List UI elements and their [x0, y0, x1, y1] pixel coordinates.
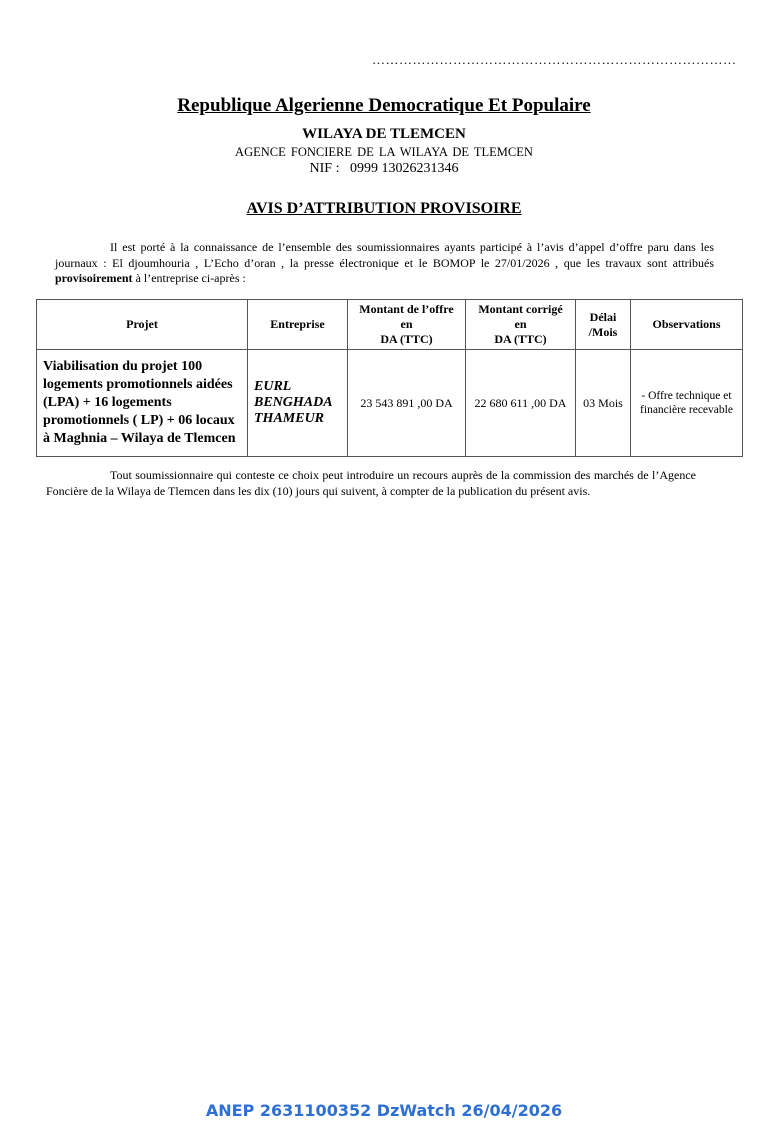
cell-observations: - Offre technique et financière recevable	[631, 350, 743, 457]
entreprise-line3: THAMEUR	[254, 411, 325, 426]
header-montant-corrige-line1: Montant corrigé	[478, 302, 563, 316]
entreprise-line2: BENGHADA	[254, 395, 333, 410]
header-delai	[576, 300, 631, 350]
header-montant-offre-line2: en	[400, 317, 413, 331]
intro-text-after: à l’entreprise ci-après :	[132, 271, 246, 285]
intro-bold-word: provisoirement	[55, 271, 133, 285]
cell-entreprise	[248, 350, 348, 457]
table-header-row	[37, 300, 743, 350]
header-montant-offre-line3: DA (TTC)	[380, 332, 433, 346]
signature-dots: ………………………………………………………………………	[372, 52, 737, 67]
recours-paragraph: Tout soumissionnaire qui conteste ce choix peut introduire un recours auprès de la commission des marchés de l’Agence Foncière de la Wilaya de Tlemcen dans les dix (10) jours qui suivent, à compter de la publication du présent avis.	[46, 468, 696, 498]
cell-delai: 03 Mois	[576, 350, 631, 457]
footer-reference: ANEP 2631100352 DzWatch 26/04/2026	[205, 1101, 563, 1120]
header-montant-corrige-line3: DA (TTC)	[494, 332, 547, 346]
header-observations: Observations	[631, 300, 743, 350]
header-delai-line1: Délai	[589, 309, 617, 324]
header-entreprise: Entreprise	[248, 300, 348, 350]
header-projet: Projet	[37, 300, 248, 350]
agence-title: AGENCE FONCIERE DE LA WILAYA DE TLEMCEN	[235, 145, 533, 159]
header-montant-corrige	[466, 300, 576, 350]
nif-line	[0, 161, 768, 177]
table-row	[37, 350, 743, 457]
nif-label: NIF :	[309, 161, 340, 176]
republic-title: Republique Algerienne Democratique Et Populaire	[177, 95, 591, 116]
cell-montant-corrige: 22 680 611 ,00 DA	[466, 350, 576, 457]
header-delai-line2: /Mois	[588, 324, 618, 339]
wilaya-title: WILAYA DE TLEMCEN	[302, 126, 466, 142]
intro-text-before: Il est porté à la connaissance de l’ensemble des soumissionnaires ayants participé à l’avis d’appel d’offre paru dans les journaux : El djoumhouria , L’Echo d’oran , la presse électronique et le BOMOP le 27/01/2026 , que les travaux sont attribués	[55, 240, 714, 270]
nif-value: 0999 13026231346	[349, 161, 459, 176]
cell-montant-offre: 23 543 891 ,00 DA	[348, 350, 466, 457]
header-montant-offre-line1: Montant de l’offre	[359, 302, 454, 316]
cell-projet: Viabilisation du projet 100 logements promotionnels aidées (LPA) + 16 logements promotionnels ( LP) + 06 locaux à Maghnia – Wilaya de Tlemcen	[37, 350, 248, 457]
header-montant-corrige-line2: en	[514, 317, 527, 331]
header-montant-offre	[348, 300, 466, 350]
attribution-table	[36, 299, 743, 457]
avis-title: AVIS D’ATTRIBUTION PROVISOIRE	[246, 200, 522, 217]
intro-paragraph	[55, 240, 714, 287]
entreprise-line1: EURL	[254, 379, 292, 394]
